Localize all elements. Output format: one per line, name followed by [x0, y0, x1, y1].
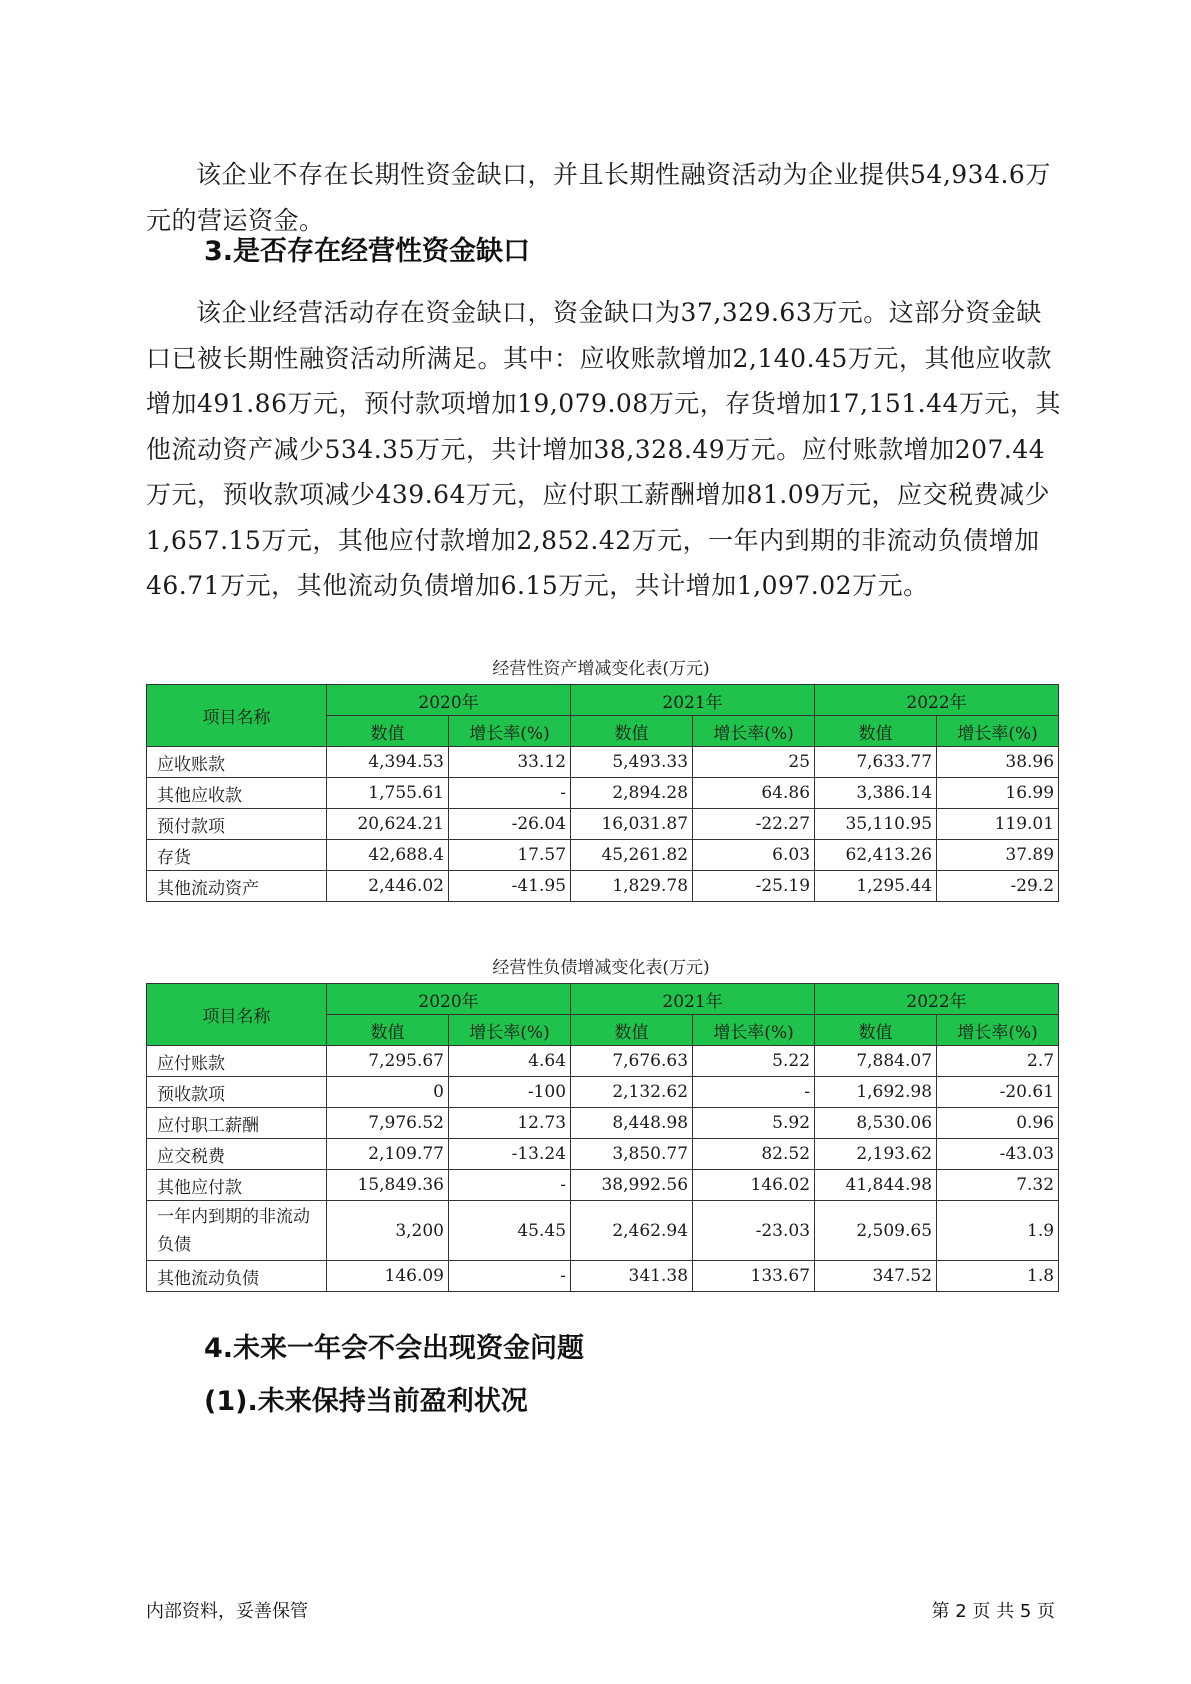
cell-growth-rate: -25.19: [693, 871, 815, 902]
cell-value: 5,493.33: [571, 747, 693, 778]
header-year-2021: 2021年: [571, 984, 815, 1015]
header-growth: 增长率(%): [937, 1015, 1059, 1046]
header-year-2022: 2022年: [815, 685, 1059, 716]
cell-value: 1,755.61: [327, 778, 449, 809]
cell-growth-rate: -23.03: [693, 1201, 815, 1261]
row-item-name: 其他流动资产: [147, 871, 327, 902]
cell-value: 3,850.77: [571, 1139, 693, 1170]
row-item-name: 预收款项: [147, 1077, 327, 1108]
table-row: [147, 747, 1059, 778]
cell-growth-rate: -43.03: [937, 1139, 1059, 1170]
table-row: [147, 778, 1059, 809]
paragraph-operating-gap: 该企业经营活动存在资金缺口，资金缺口为37,329.63万元。这部分资金缺口已被长期性融资活动所满足。其中：应收账款增加2,140.45万元，其他应收款增加491.86万元，预付款项增加19,079.08万元，存货增加17,151.44万元，其他流动资产减少534.35万元，共计增加38,328.49万元。应付账款增加207.44万元，预收款项减少439.64万元，应付职工薪酬增加81.09万元，应交税费减少1,657.15万元，其他应付款增加2,852.42万元，一年内到期的非流动负债增加46.71万元，其他流动负债增加6.15万元，共计增加1,097.02万元。: [146, 298, 1061, 600]
cell-growth-rate: 5.92: [693, 1108, 815, 1139]
cell-value: 3,200: [327, 1201, 449, 1261]
cell-growth-rate: 16.99: [937, 778, 1059, 809]
cell-value: 35,110.95: [815, 809, 937, 840]
row-item-name: 其他应收款: [147, 778, 327, 809]
paragraph-long-term-funding: 该企业不存在长期性资金缺口，并且长期性融资活动为企业提供54,934.6万元的营运资金。: [146, 160, 1051, 235]
cell-growth-rate: 133.67: [693, 1261, 815, 1292]
assets-change-table: [146, 684, 1059, 902]
cell-value: 7,676.63: [571, 1046, 693, 1077]
cell-value: 62,413.26: [815, 840, 937, 871]
cell-value: 3,386.14: [815, 778, 937, 809]
cell-growth-rate: 82.52: [693, 1139, 815, 1170]
cell-growth-rate: 0.96: [937, 1108, 1059, 1139]
cell-value: 2,894.28: [571, 778, 693, 809]
cell-growth-rate: -: [449, 1170, 571, 1201]
cell-growth-rate: 12.73: [449, 1108, 571, 1139]
cell-growth-rate: -29.2: [937, 871, 1059, 902]
cell-value: 2,132.62: [571, 1077, 693, 1108]
cell-growth-rate: 4.64: [449, 1046, 571, 1077]
row-item-name: 一年内到期的非流动负债: [147, 1201, 327, 1261]
table-row: [147, 1077, 1059, 1108]
header-growth: 增长率(%): [693, 1015, 815, 1046]
header-growth: 增长率(%): [937, 716, 1059, 747]
cell-growth-rate: 37.89: [937, 840, 1059, 871]
header-value: 数值: [571, 1015, 693, 1046]
header-growth: 增长率(%): [449, 1015, 571, 1046]
row-item-name: 应付职工薪酬: [147, 1108, 327, 1139]
header-item-name: 项目名称: [147, 984, 327, 1046]
cell-growth-rate: 25: [693, 747, 815, 778]
cell-value: 45,261.82: [571, 840, 693, 871]
row-item-name: 应收账款: [147, 747, 327, 778]
cell-value: 341.38: [571, 1261, 693, 1292]
header-year-2022: 2022年: [815, 984, 1059, 1015]
liabilities-change-table: [146, 983, 1059, 1292]
cell-growth-rate: -: [693, 1077, 815, 1108]
cell-growth-rate: -26.04: [449, 809, 571, 840]
cell-growth-rate: 45.45: [449, 1201, 571, 1261]
cell-value: 0: [327, 1077, 449, 1108]
header-value: 数值: [815, 1015, 937, 1046]
cell-growth-rate: -41.95: [449, 871, 571, 902]
cell-growth-rate: -22.27: [693, 809, 815, 840]
cell-growth-rate: 38.96: [937, 747, 1059, 778]
cell-value: 41,844.98: [815, 1170, 937, 1201]
header-item-name: 项目名称: [147, 685, 327, 747]
cell-growth-rate: 146.02: [693, 1170, 815, 1201]
header-growth: 增长率(%): [449, 716, 571, 747]
cell-value: 2,193.62: [815, 1139, 937, 1170]
cell-growth-rate: -100: [449, 1077, 571, 1108]
table-row: [147, 871, 1059, 902]
section-heading-operating-gap: 3.是否存在经营性资金缺口: [204, 236, 531, 267]
cell-value: 8,448.98: [571, 1108, 693, 1139]
cell-value: 2,509.65: [815, 1201, 937, 1261]
assets-table-caption: 经营性资产增减变化表(万元): [492, 659, 710, 679]
header-value: 数值: [327, 716, 449, 747]
header-value: 数值: [327, 1015, 449, 1046]
cell-value: 15,849.36: [327, 1170, 449, 1201]
cell-growth-rate: 1.9: [937, 1201, 1059, 1261]
liabilities-table-caption: 经营性负债增减变化表(万元): [492, 958, 710, 978]
cell-value: 1,692.98: [815, 1077, 937, 1108]
cell-growth-rate: 33.12: [449, 747, 571, 778]
cell-growth-rate: 7.32: [937, 1170, 1059, 1201]
header-year-2021: 2021年: [571, 685, 815, 716]
table-row: [147, 1261, 1059, 1292]
table-row: [147, 840, 1059, 871]
cell-value: 2,446.02: [327, 871, 449, 902]
cell-value: 7,884.07: [815, 1046, 937, 1077]
header-value: 数值: [815, 716, 937, 747]
table-row: [147, 1201, 1059, 1261]
cell-value: 146.09: [327, 1261, 449, 1292]
header-year-2020: 2020年: [327, 685, 571, 716]
cell-growth-rate: 5.22: [693, 1046, 815, 1077]
table-row: [147, 1046, 1059, 1077]
table-row: [147, 1170, 1059, 1201]
cell-value: 7,976.52: [327, 1108, 449, 1139]
header-value: 数值: [571, 716, 693, 747]
cell-value: 8,530.06: [815, 1108, 937, 1139]
row-item-name: 应交税费: [147, 1139, 327, 1170]
footer-confidential-note: 内部资料，妥善保管: [146, 1601, 308, 1622]
cell-value: 20,624.21: [327, 809, 449, 840]
row-item-name: 预付款项: [147, 809, 327, 840]
cell-growth-rate: 64.86: [693, 778, 815, 809]
cell-value: 38,992.56: [571, 1170, 693, 1201]
cell-value: 16,031.87: [571, 809, 693, 840]
cell-growth-rate: 17.57: [449, 840, 571, 871]
cell-growth-rate: 6.03: [693, 840, 815, 871]
row-item-name: 存货: [147, 840, 327, 871]
row-item-name: 应付账款: [147, 1046, 327, 1077]
cell-growth-rate: -: [449, 1261, 571, 1292]
table-row: [147, 1108, 1059, 1139]
cell-growth-rate: 2.7: [937, 1046, 1059, 1077]
subsection-heading-current-profit: (1).未来保持当前盈利状况: [204, 1386, 528, 1417]
cell-growth-rate: -: [449, 778, 571, 809]
cell-growth-rate: 119.01: [937, 809, 1059, 840]
cell-value: 1,829.78: [571, 871, 693, 902]
row-item-name: 其他流动负债: [147, 1261, 327, 1292]
cell-growth-rate: -20.61: [937, 1077, 1059, 1108]
section-heading-future-funding: 4.未来一年会不会出现资金问题: [204, 1333, 585, 1364]
cell-value: 347.52: [815, 1261, 937, 1292]
cell-value: 42,688.4: [327, 840, 449, 871]
table-row: [147, 1139, 1059, 1170]
cell-value: 7,295.67: [327, 1046, 449, 1077]
cell-value: 7,633.77: [815, 747, 937, 778]
cell-growth-rate: 1.8: [937, 1261, 1059, 1292]
header-year-2020: 2020年: [327, 984, 571, 1015]
cell-growth-rate: -13.24: [449, 1139, 571, 1170]
cell-value: 2,462.94: [571, 1201, 693, 1261]
cell-value: 1,295.44: [815, 871, 937, 902]
table-row: [147, 809, 1059, 840]
footer-page-number: 第 2 页 共 5 页: [931, 1601, 1055, 1622]
cell-value: 2,109.77: [327, 1139, 449, 1170]
row-item-name: 其他应付款: [147, 1170, 327, 1201]
cell-value: 4,394.53: [327, 747, 449, 778]
header-growth: 增长率(%): [693, 716, 815, 747]
